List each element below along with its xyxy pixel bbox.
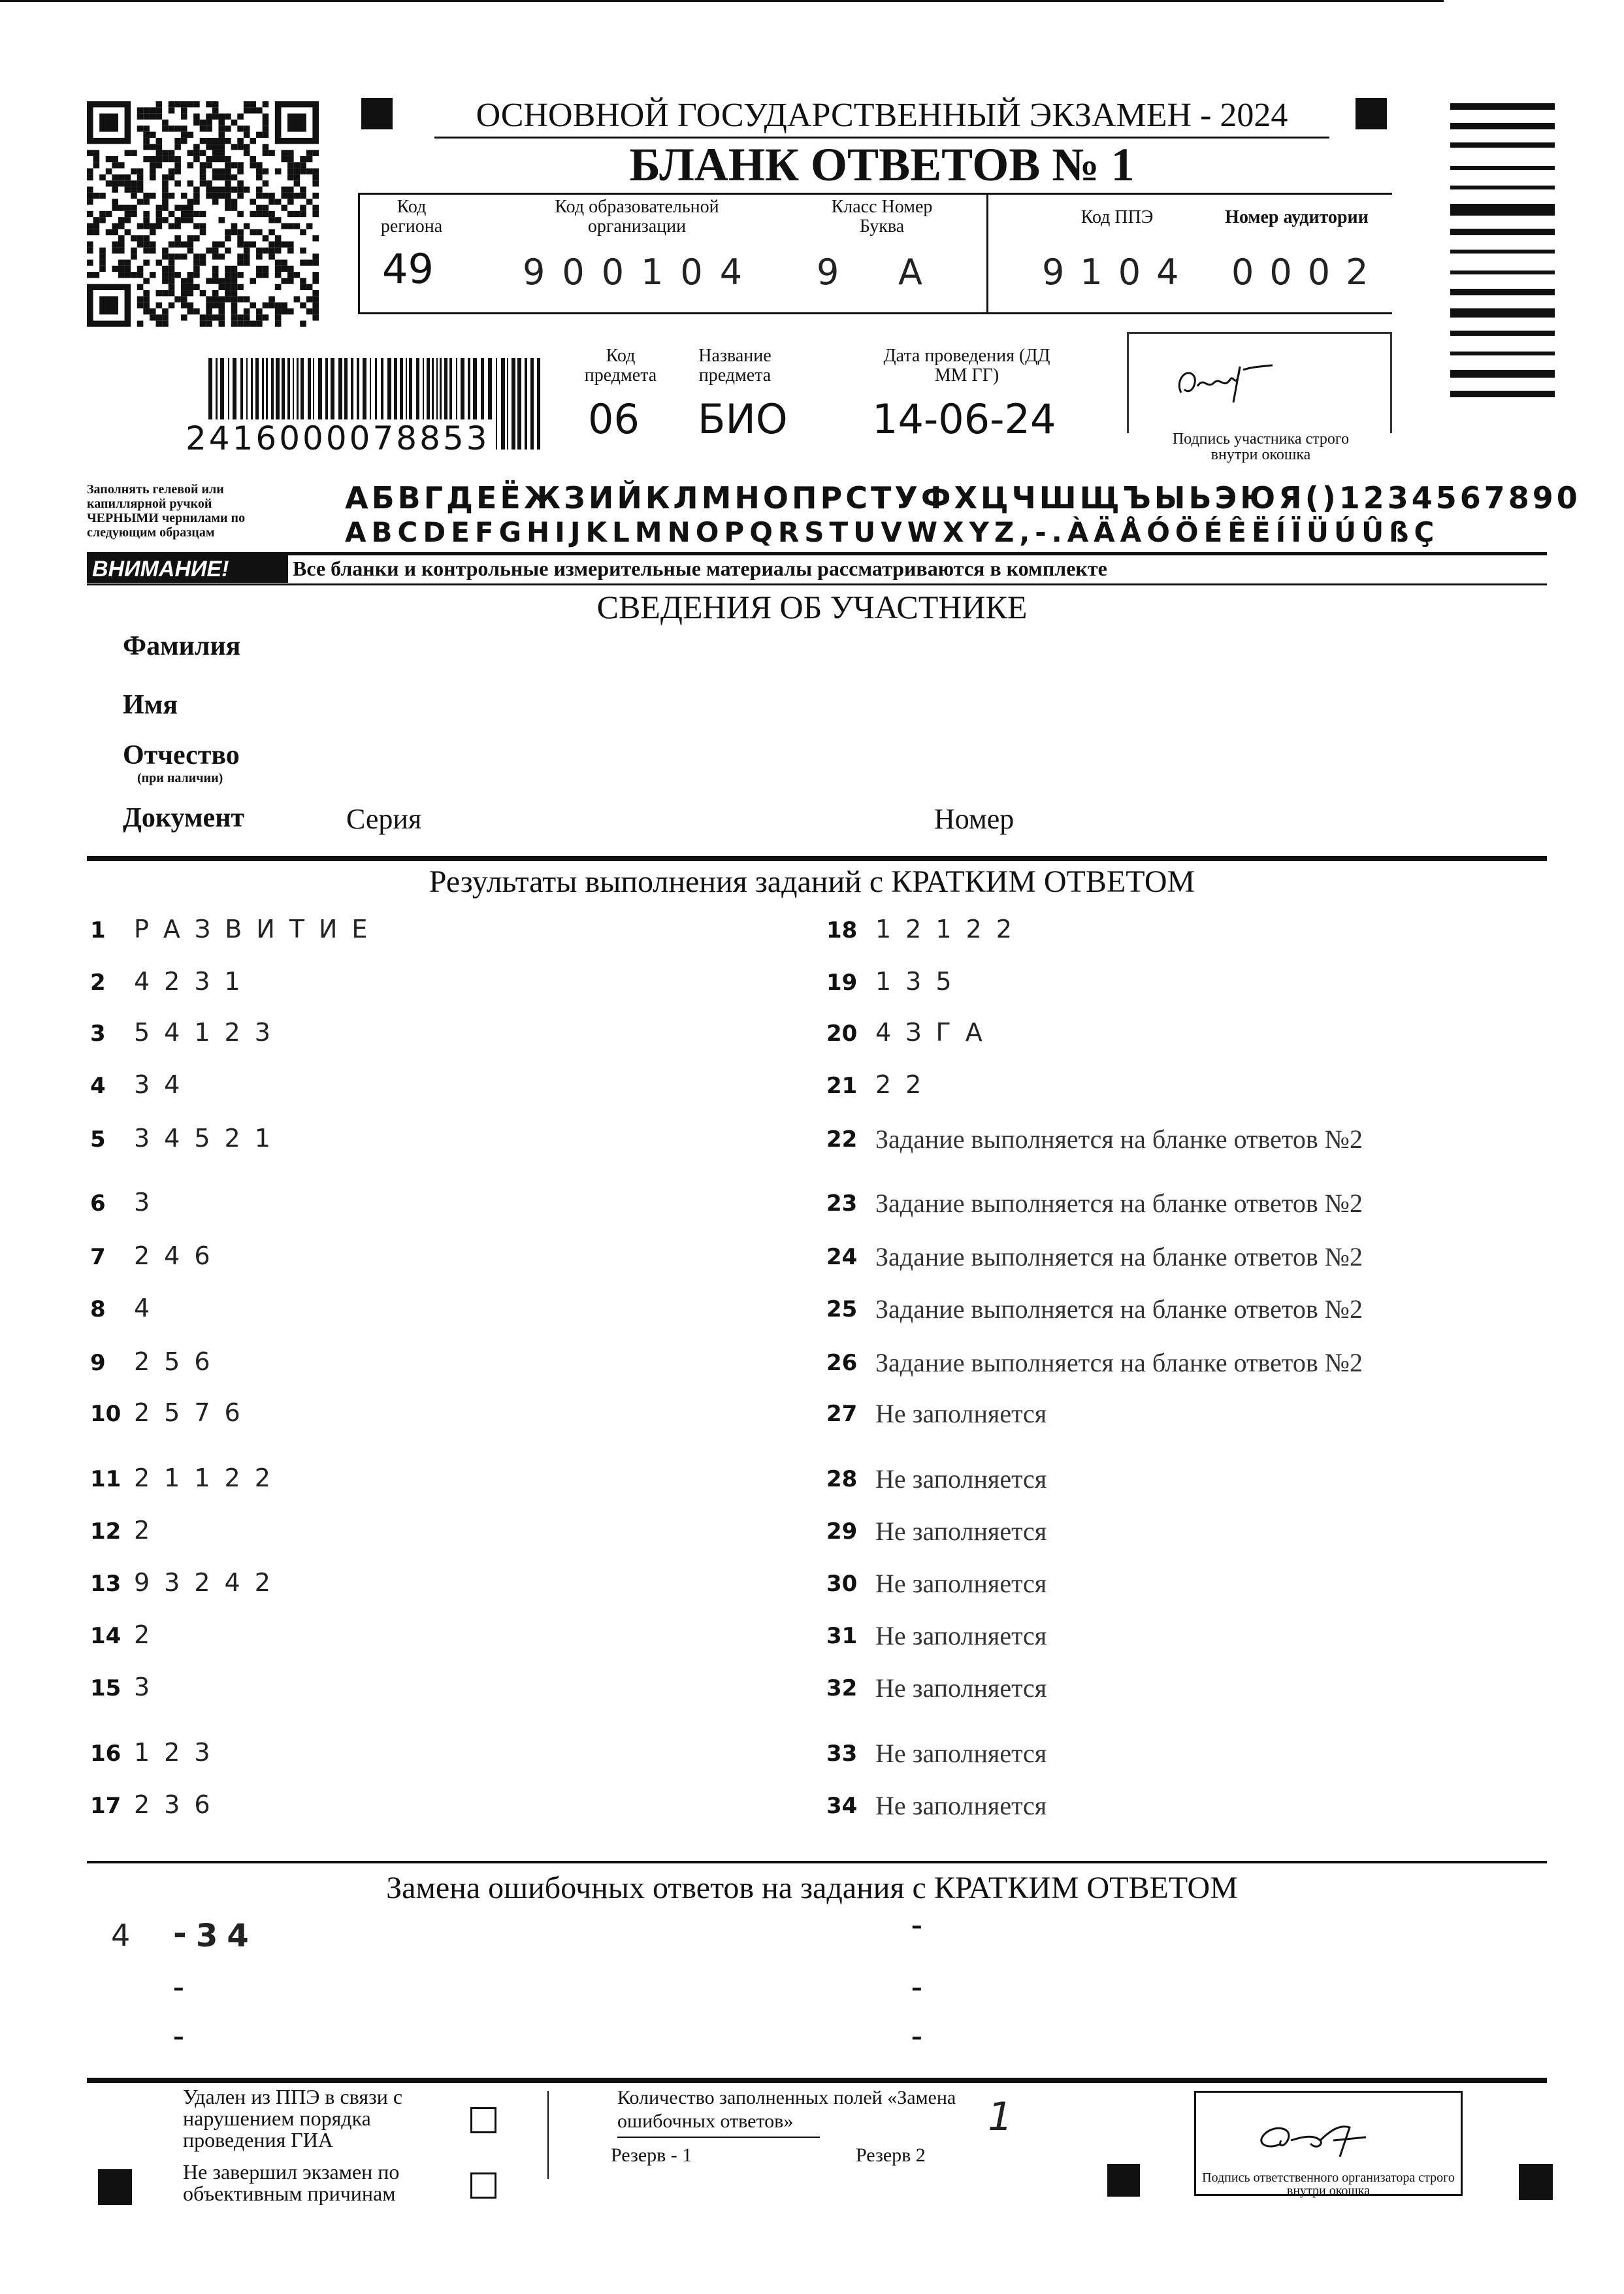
task-note: Не заполняется [875, 1516, 1047, 1546]
anchor-square-bottom-center [1107, 2164, 1140, 2197]
warning-bottom-rule [87, 583, 1547, 585]
task-answer[interactable]: 3 [134, 1188, 165, 1217]
task-answer[interactable]: 2576 [134, 1398, 255, 1427]
stripe-bar [1450, 270, 1555, 274]
task-number: 17 [90, 1793, 122, 1819]
task-number: 13 [90, 1571, 122, 1597]
task-answer[interactable]: 34 [134, 1070, 195, 1099]
task-number: 23 [826, 1190, 858, 1217]
task-answer[interactable]: 4231 [134, 967, 255, 996]
stripe-bar [1450, 142, 1555, 148]
code-table-divider [986, 193, 988, 312]
task-note: Задание выполняется на бланке ответов №2 [875, 1348, 1363, 1377]
stripe-bar [1450, 186, 1555, 189]
task-note: Не заполняется [875, 1621, 1047, 1650]
participant-section-title: СВЕДЕНИЯ ОБ УЧАСТНИКЕ [596, 589, 1028, 625]
sample-line-cyrillic: АБВГДЕЁЖЗИЙКЛМНОПРСТУФХЦЧШЩЪЫЬЭЮЯ()1234567890 [345, 480, 1581, 516]
task-number: 19 [826, 970, 858, 996]
replacement-count-value: 1 [988, 2094, 1026, 2140]
stripe-bar [1450, 391, 1555, 397]
region-label: Код региона [380, 197, 443, 237]
task-number: 32 [826, 1675, 858, 1701]
task-number: 16 [90, 1741, 122, 1767]
task-number: 25 [826, 1296, 858, 1322]
sample-bottom-rule [87, 552, 1547, 555]
task-answer[interactable]: 256 [134, 1347, 225, 1376]
warning-badge: ВНИМАНИЕ! [87, 555, 288, 583]
task-answer[interactable]: 236 [134, 1790, 225, 1819]
stripe-bar [1450, 229, 1555, 235]
stripe-bar [1450, 370, 1555, 378]
sample-line-latin: ABCDEFGHIJKLMNOPQRSTUVWXYZ,-.ÀÄÅÓÖÉÊËÍÏÜÚÛßÇ [345, 516, 1440, 548]
task-number: 4 [90, 1073, 106, 1099]
task-answer[interactable]: 246 [134, 1241, 225, 1270]
task-number: 21 [826, 1073, 858, 1099]
participant-bottom-rule [87, 856, 1547, 861]
task-number: 6 [90, 1190, 106, 1217]
document-label: Документ [123, 803, 245, 833]
patronymic-label: Отчество [123, 740, 240, 770]
task-answer[interactable]: 34521 [134, 1124, 285, 1153]
task-answer[interactable]: 4ЗГА [875, 1018, 997, 1047]
replacement-dash-6: - [911, 2016, 922, 2053]
removed-from-ppe-label: Удален из ППЭ в связи с нарушением порядка проведения ГИА [183, 2085, 403, 2152]
ppe-label: Код ППЭ [1080, 207, 1154, 227]
replacement-dash-2: - [173, 1967, 184, 2004]
task-answer[interactable]: 3 [134, 1673, 165, 1701]
task-number: 30 [826, 1571, 858, 1597]
reserve-2-label: Резерв 2 [856, 2144, 926, 2166]
class-label: Класс Номер Буква [831, 197, 933, 237]
task-note: Задание выполняется на бланке ответов №2 [875, 1294, 1363, 1324]
task-note: Не заполняется [875, 1673, 1047, 1703]
task-answer[interactable]: 93242 [134, 1568, 285, 1597]
org-value: 900104 [523, 252, 760, 293]
surname-label: Фамилия [123, 631, 241, 661]
task-number: 14 [90, 1623, 122, 1649]
subject-code-value: 06 [588, 395, 640, 443]
task-number: 9 [90, 1350, 106, 1376]
footer-divider [547, 2091, 549, 2179]
task-note: Не заполняется [875, 1399, 1047, 1428]
stripe-bar [1450, 204, 1555, 216]
barcode-number: 2416000078853 [182, 419, 494, 457]
not-finished-label: Не завершил экзамен по объективным причинам [183, 2160, 400, 2205]
exam-date-label: Дата проведения (ДД ММ ГГ) [883, 346, 1050, 385]
ppe-value: 9104 [1042, 252, 1195, 293]
subject-code-label: Код предмета [584, 346, 657, 385]
room-label: Номер аудитории [1225, 207, 1369, 227]
task-number: 18 [826, 917, 858, 943]
replacement-dash-4: - [911, 1905, 922, 1942]
organizer-signature-box[interactable] [1194, 2091, 1463, 2196]
task-number: 11 [90, 1466, 122, 1492]
stripe-bar [1450, 103, 1555, 110]
task-number: 31 [826, 1623, 858, 1649]
task-number: 34 [826, 1793, 858, 1819]
subject-name-value: БИО [698, 395, 788, 443]
task-number: 20 [826, 1021, 858, 1047]
subject-name-label: Название предмета [698, 346, 771, 385]
side-stripe-marker [1450, 103, 1555, 466]
scan-top-line [0, 0, 1444, 2]
task-answer[interactable]: 4 [134, 1294, 165, 1322]
stripe-bar [1450, 352, 1555, 355]
participant-signature-box[interactable] [1127, 332, 1392, 433]
number-label: Номер [934, 803, 1015, 835]
stripe-bar [1450, 289, 1555, 295]
task-answer[interactable]: 123 [134, 1738, 225, 1767]
task-note: Задание выполняется на бланке ответов №2 [875, 1242, 1363, 1271]
results-bottom-rule [87, 1861, 1547, 1863]
task-number: 29 [826, 1518, 858, 1545]
task-number: 33 [826, 1741, 858, 1767]
task-note: Не заполняется [875, 1739, 1047, 1768]
stripe-bar [1450, 331, 1555, 336]
results-section-title: Результаты выполнения заданий с КРАТКИМ ОТВЕТОМ [429, 864, 1195, 899]
task-number: 7 [90, 1244, 106, 1270]
task-answer[interactable]: 22 [875, 1070, 936, 1099]
task-number: 10 [90, 1401, 122, 1427]
org-label: Код образовательной организации [555, 197, 719, 237]
count-underline [617, 2137, 820, 2138]
participant-signature [1168, 353, 1299, 406]
task-answer[interactable]: 2 [134, 1620, 165, 1649]
anchor-square-bottom-right [1519, 2164, 1553, 2200]
replacement-dash-1: - [173, 1914, 200, 1952]
reserve-1-label: Резерв - 1 [611, 2144, 692, 2166]
region-value: 49 [382, 245, 434, 293]
class-number: 9 [817, 252, 853, 293]
task-number: 1 [90, 917, 106, 943]
task-answer[interactable]: 2 [134, 1516, 165, 1545]
not-finished-checkbox[interactable] [470, 2172, 496, 2199]
patronymic-note: (при наличии) [137, 771, 223, 785]
removed-from-ppe-checkbox[interactable] [470, 2107, 496, 2133]
series-label: Серия [346, 803, 422, 835]
task-note: Не заполняется [875, 1791, 1047, 1820]
task-number: 5 [90, 1126, 106, 1153]
task-number: 2 [90, 970, 106, 996]
replacement-task-number: 4 [111, 1918, 144, 1953]
class-letter: А [898, 252, 935, 293]
task-number: 15 [90, 1675, 122, 1701]
task-number: 3 [90, 1021, 106, 1047]
replacement-bottom-rule [87, 2078, 1547, 2083]
task-note: Задание выполняется на бланке ответов №2 [875, 1124, 1363, 1154]
participant-signature-caption: Подпись участника строго внутри окошка [1172, 431, 1350, 463]
replacement-count-label: Количество заполненных полей «Замена ошибочных ответов» [617, 2087, 956, 2132]
task-answer[interactable]: 21122 [134, 1464, 285, 1492]
task-answer[interactable]: 54123 [134, 1018, 285, 1047]
name-label: Имя [123, 690, 178, 720]
replacement-section-title: Замена ошибочных ответов на задания с КРАТКИМ ОТВЕТОМ [386, 1871, 1238, 1905]
anchor-square-top-right [1356, 98, 1387, 129]
task-note: Не заполняется [875, 1569, 1047, 1598]
replacement-answer: 34 [196, 1918, 258, 1954]
stripe-bar [1450, 166, 1555, 170]
replacement-dash-3: - [173, 2016, 184, 2053]
task-number: 27 [826, 1401, 858, 1427]
task-note: Задание выполняется на бланке ответов №2 [875, 1188, 1363, 1218]
task-number: 22 [826, 1126, 858, 1153]
stripe-bar [1450, 308, 1555, 318]
replacement-dash-5: - [911, 1967, 922, 2004]
form-title: БЛАНК ОТВЕТОВ № 1 [629, 139, 1135, 191]
organizer-signature-caption: Подпись ответственного организатора строго внутри окошка [1202, 2171, 1455, 2198]
exam-date-value: 14-06-24 [872, 395, 1056, 443]
organizer-signature [1242, 2111, 1386, 2163]
stripe-bar [1450, 250, 1555, 254]
room-value: 0002 [1231, 252, 1384, 293]
task-number: 28 [826, 1466, 858, 1492]
qr-code [87, 101, 319, 327]
anchor-square-top-left [361, 98, 393, 129]
task-number: 24 [826, 1244, 858, 1270]
task-number: 8 [90, 1296, 106, 1322]
anchor-square-bottom-left [98, 2169, 132, 2205]
task-number: 12 [90, 1518, 122, 1545]
task-note: Не заполняется [875, 1464, 1047, 1494]
fill-instructions: Заполнять гелевой или капиллярной ручкой ЧЕРНЫМИ чернилами по следующим образцам [87, 482, 246, 540]
task-answer[interactable]: 12122 [875, 915, 1026, 943]
warning-text: Все бланки и контрольные измерительные материалы рассматриваются в комплекте [293, 557, 1107, 580]
stripe-bar [1450, 123, 1555, 129]
exam-title: ОСНОВНОЙ ГОСУДАРСТВЕННЫЙ ЭКЗАМЕН - 2024 [434, 95, 1329, 139]
task-answer[interactable]: РАЗВИТИЕ [134, 915, 382, 943]
task-answer[interactable]: 135 [875, 967, 966, 996]
task-number: 26 [826, 1350, 858, 1376]
